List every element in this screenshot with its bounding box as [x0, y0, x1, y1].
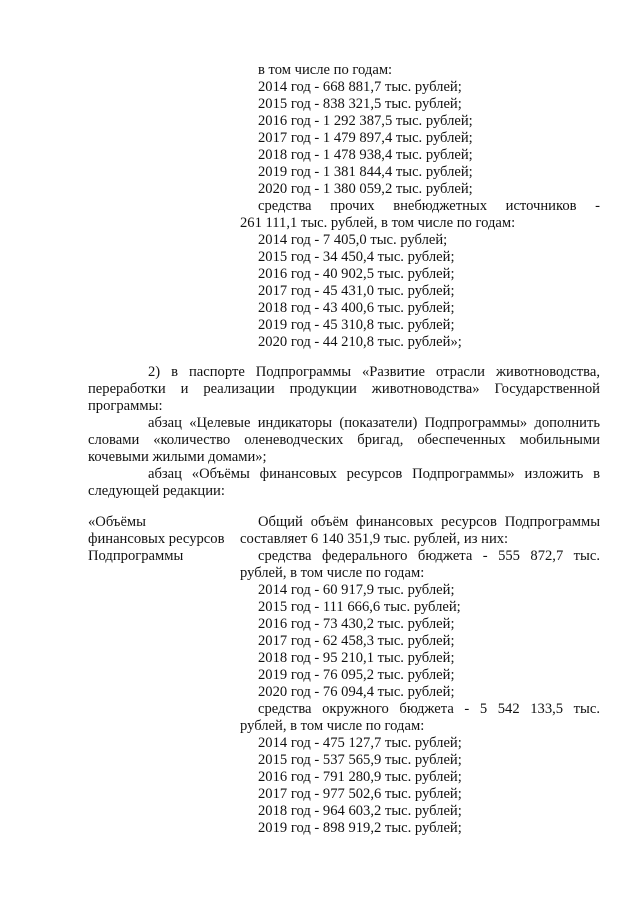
table-okr-year: 2014 год - 475 127,7 тыс. рублей; — [258, 735, 462, 751]
block1-year-line: 2016 год - 1 292 387,5 тыс. рублей; — [258, 113, 473, 129]
item2-line1: 2) в паспорте Подпрограммы «Развитие отрасли животноводства, — [148, 364, 600, 380]
table-fed-year: 2019 год - 76 095,2 тыс. рублей; — [258, 667, 455, 683]
block2-year-line: 2019 год - 45 310,8 тыс. рублей; — [258, 317, 455, 333]
table-fed-year: 2014 год - 60 917,9 тыс. рублей; — [258, 582, 455, 598]
block1-year-line: 2019 год - 1 381 844,4 тыс. рублей; — [258, 164, 473, 180]
block2-year-line: 2015 год - 34 450,4 тыс. рублей; — [258, 249, 455, 265]
block1-year-line: 2018 год - 1 478 938,4 тыс. рублей; — [258, 147, 473, 163]
table-okr-year: 2016 год - 791 280,9 тыс. рублей; — [258, 769, 462, 785]
table-okr-year: 2017 год - 977 502,6 тыс. рублей; — [258, 786, 462, 802]
table-fed-year: 2020 год - 76 094,4 тыс. рублей; — [258, 684, 455, 700]
table-fed-year: 2016 год - 73 430,2 тыс. рублей; — [258, 616, 455, 632]
table-total-line1: Общий объём финансовых ресурсов Подпрограммы — [258, 514, 600, 530]
table-okr-line1: средства окружного бюджета - 5 542 133,5 тыс. — [258, 701, 600, 717]
abzac1-line3: кочевыми жилыми домами»; — [88, 449, 267, 465]
block1-year-line: 2015 год - 838 321,5 тыс. рублей; — [258, 96, 462, 112]
table-okr-year: 2019 год - 898 919,2 тыс. рублей; — [258, 820, 462, 836]
abzac2-line2: следующей редакции: — [88, 483, 225, 499]
abzac1-line2: словами «количество оленеводческих бригад, обеспеченных мобильными — [88, 432, 600, 448]
block2-year-line: 2017 год - 45 431,0 тыс. рублей; — [258, 283, 455, 299]
block2-year-line: 2018 год - 43 400,6 тыс. рублей; — [258, 300, 455, 316]
table-fed-line2: рублей, в том числе по годам: — [240, 565, 425, 581]
item2-line3: программы: — [88, 398, 163, 414]
table-left-line: финансовых ресурсов — [88, 531, 225, 547]
block2-year-line: 2014 год - 7 405,0 тыс. рублей; — [258, 232, 448, 248]
table-okr-line2: рублей, в том числе по годам: — [240, 718, 425, 734]
table-fed-line1: средства федерального бюджета - 555 872,7 тыс. — [258, 548, 600, 564]
table-fed-year: 2015 год - 111 666,6 тыс. рублей; — [258, 599, 461, 615]
block1-intro: в том числе по годам: — [258, 62, 393, 78]
block2-year-line: 2020 год - 44 210,8 тыс. рублей»; — [258, 334, 462, 350]
block1-year-line: 2020 год - 1 380 059,2 тыс. рублей; — [258, 181, 473, 197]
table-left-line: «Объёмы — [88, 514, 146, 530]
abzac2-line1: абзац «Объёмы финансовых ресурсов Подпрограммы» изложить в — [148, 466, 600, 482]
block1-year-line: 2017 год - 1 479 897,4 тыс. рублей; — [258, 130, 473, 146]
table-total-line2: составляет 6 140 351,9 тыс. рублей, из них: — [240, 531, 509, 547]
block2-year-line: 2016 год - 40 902,5 тыс. рублей; — [258, 266, 455, 282]
table-okr-year: 2018 год - 964 603,2 тыс. рублей; — [258, 803, 462, 819]
block2-line1: средства прочих внебюджетных источников - — [258, 198, 600, 214]
block2-line2: 261 111,1 тыс. рублей, в том числе по годам: — [240, 215, 516, 231]
table-left-line: Подпрограммы — [88, 548, 184, 564]
abzac1-line1: абзац «Целевые индикаторы (показатели) Подпрограммы» дополнить — [148, 415, 600, 431]
table-okr-year: 2015 год - 537 565,9 тыс. рублей; — [258, 752, 462, 768]
item2-line2: переработки и реализации продукции животноводства» Государственной — [88, 381, 600, 397]
table-fed-year: 2017 год - 62 458,3 тыс. рублей; — [258, 633, 455, 649]
block1-year-line: 2014 год - 668 881,7 тыс. рублей; — [258, 79, 462, 95]
table-left-cell — [88, 514, 238, 565]
table-fed-year: 2018 год - 95 210,1 тыс. рублей; — [258, 650, 455, 666]
